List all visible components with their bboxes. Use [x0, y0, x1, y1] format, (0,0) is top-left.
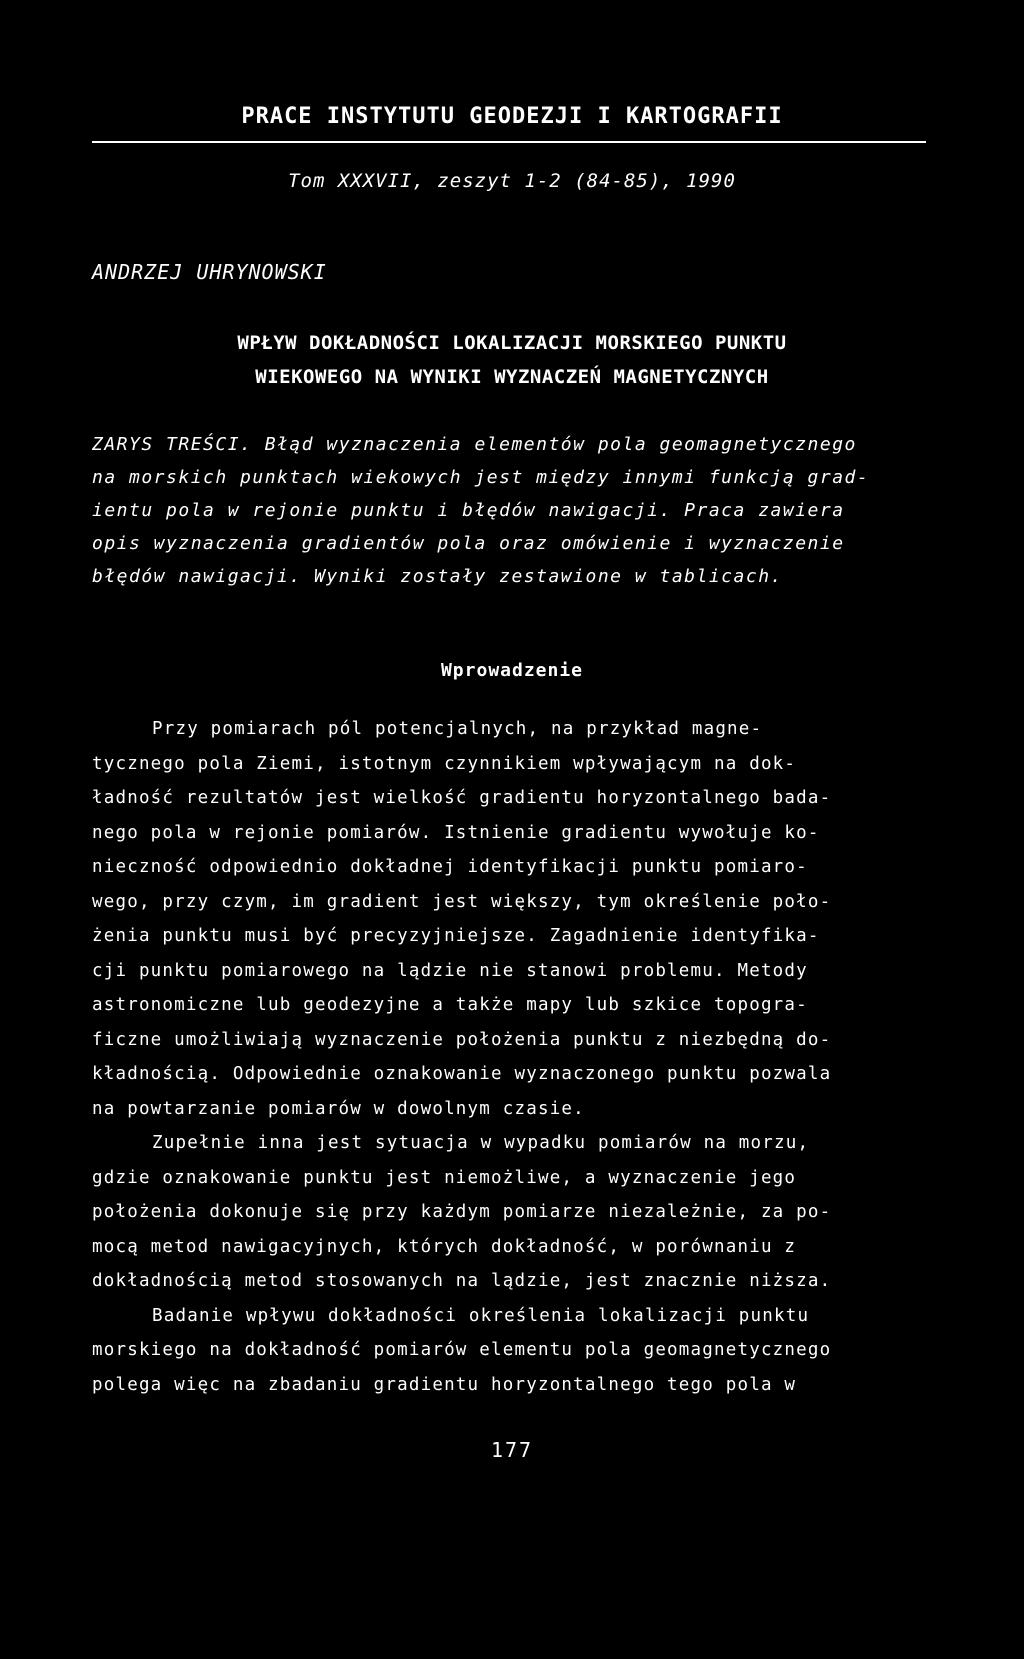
body-line: astronomiczne lub geodezyjne a także mapy lub szkice topogra-: [92, 995, 808, 1015]
body-line: ficzne umożliwiają wyznaczenie położenia punktu z niezbędną do-: [92, 1029, 832, 1050]
abstract-line: na morskich punktach wiekowych jest między innymi funkcją grad-: [92, 467, 870, 488]
abstract: [92, 428, 972, 593]
journal-title: PRACE INSTYTUTU GEODEZJI I KARTOGRAFII: [241, 104, 783, 129]
body-line: gdzie oznakowanie punktu jest niemożliwe, a wyznaczenie jego: [92, 1167, 797, 1188]
body-text: [92, 712, 972, 1402]
abstract-line: ientu pola w rejonie punktu i błędów nawigacji. Praca zawiera: [92, 500, 845, 521]
body-line: nieczność odpowiednio dokładnej identyfikacji punktu pomiaro-: [92, 857, 808, 877]
abstract-line: opis wyznaczenia gradientów pola oraz omówienie i wyznaczenie: [92, 533, 845, 554]
author-name: ANDRZEJ UHRYNOWSKI: [92, 260, 327, 284]
body-line: Zupełnie inna jest sytuacja w wypadku pomiarów na morzu,: [152, 1133, 810, 1153]
article-title: [0, 326, 1024, 394]
body-line: tycznego pola Ziemi, istotnym czynnikiem wpływającym na dok-: [92, 753, 797, 774]
body-line: morskiego na dokładność pomiarów elementu pola geomagnetycznego: [92, 1340, 832, 1360]
body-line: na powtarzanie pomiarów w dowolnym czasie.: [92, 1098, 585, 1119]
body-line: położenia dokonuje się przy każdym pomiarze niezależnie, za po-: [92, 1202, 832, 1222]
abstract-line: błędów nawigacji. Wyniki zostały zestawione w tablicach.: [92, 566, 783, 587]
section-heading: Wprowadzenie: [440, 660, 584, 681]
header-rule: [92, 141, 926, 143]
article-title-line: WPŁYW DOKŁADNOŚCI LOKALIZACJI MORSKIEGO PUNKTU: [237, 332, 787, 354]
body-line: mocą metod nawigacyjnych, których dokładność, w porównaniu z: [92, 1236, 797, 1257]
body-line: dokładnością metod stosowanych na lądzie, jest znacznie niższa.: [92, 1271, 832, 1291]
body-line: wego, przy czym, im gradient jest większy, tym określenie poło-: [92, 891, 832, 912]
body-line: Badanie wpływu dokładności określenia lokalizacji punktu: [152, 1305, 810, 1326]
body-line: ładność rezultatów jest wielkość gradientu horyzontalnego bada-: [92, 788, 832, 808]
abstract-line: ZARYS TREŚCI. Błąd wyznaczenia elementów pola geomagnetycznego: [92, 434, 857, 455]
body-line: żenia punktu musi być precyzyjniejsze. Zagadnienie identyfika-: [92, 926, 820, 946]
body-line: kładnością. Odpowiednie oznakowanie wyznaczonego punktu pozwala: [92, 1064, 832, 1084]
page-number: 177: [490, 1438, 534, 1462]
article-title-line: WIEKOWEGO NA WYNIKI WYZNACZEŃ MAGNETYCZNYCH: [255, 366, 769, 388]
body-line: nego pola w rejonie pomiarów. Istnienie gradientu wywołuje ko-: [92, 822, 820, 843]
body-line: polega więc na zbadaniu gradientu horyzontalnego tego pola w: [92, 1374, 797, 1395]
volume-info: Tom XXXVII, zeszyt 1-2 (84-85), 1990: [288, 170, 736, 192]
body-line: Przy pomiarach pól potencjalnych, na przykład magne-: [152, 719, 763, 739]
body-line: cji punktu pomiarowego na lądzie nie stanowi problemu. Metody: [92, 960, 808, 981]
